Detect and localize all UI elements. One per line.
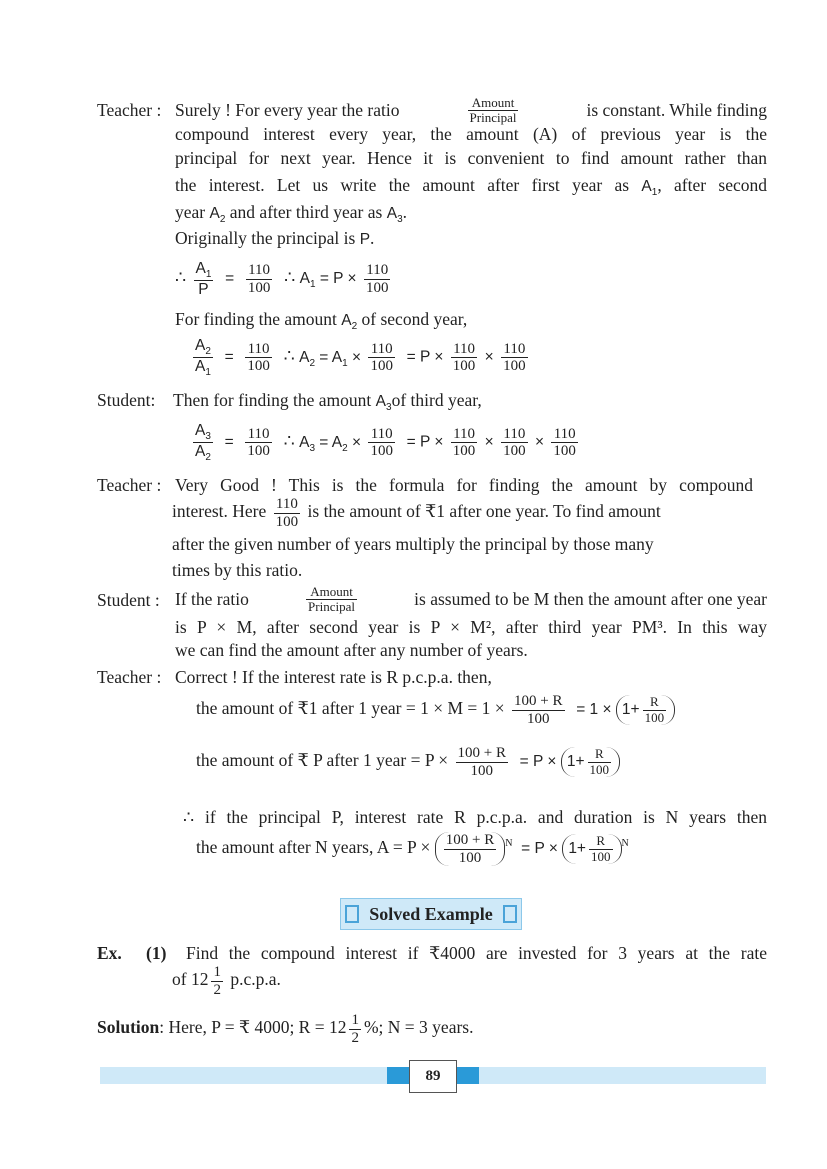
amount-rupee1-formula: the amount of ₹1 after 1 year = 1 × M = 1 × $\frac{100 + R}{100}$ = 1 × 1+ $\frac{R}{100}$	[196, 693, 675, 727]
block1-line4: the interest. Let us write the amount after first year as $A_1$, after second	[175, 175, 767, 199]
ex-line1: Find the compound interest if ₹4000 are invested for 3 years at the rate	[186, 943, 767, 963]
speaker-teacher-2: Teacher :	[97, 475, 162, 495]
page-number: 89	[409, 1060, 457, 1093]
general-statement: ∴ if the principal P, interest rate R p.c.p.a. and duration is N years then	[183, 807, 767, 827]
ex-line2: of 12 $\frac{1}{2}$ p.c.p.a.	[172, 964, 281, 998]
formula-2: $\frac{A_2}{A_1}$ = $\frac{110}{100}$ ∴ $A_2 = A_1$ × $\frac{110}{100}$ = P × $\frac{110}{100}$ × $\frac{110}{100}$	[195, 337, 526, 379]
amount-N-formula: the amount after N years, A = P × $\frac{100 + R}{100}$ $^N$ = P × 1+ $\frac{R}{100}$ $^N$	[196, 832, 629, 866]
block2-line1: Very Good ! This is the formula for finding the amount by compound	[175, 475, 753, 495]
ratio-amount-principal: $\frac{\text{Amount}}{\text{Principal}}$	[469, 95, 517, 126]
block1-line1	[175, 96, 767, 126]
block1-line6: Originally the principal is P.	[175, 228, 375, 248]
block1-line2: compound interest every year, the amount (A) of previous year is the	[175, 124, 767, 144]
text: is constant. While finding	[586, 100, 767, 121]
speaker-student-2: Student :	[97, 590, 160, 610]
ex-number: (1)	[146, 943, 167, 963]
block3-line1: If the ratio $\frac{\text{Amount}}{\text{Principal}}$ is assumed to be M then the amount after one year	[175, 584, 767, 615]
formula-1: ∴ $\frac{A_1}{P}$ = $\frac{110}{100}$ ∴ $A_1 = P$ × $\frac{110}{100}$	[175, 260, 389, 299]
speaker-student-1: Student:	[97, 390, 156, 410]
block3-line2: is P × M, after second year is P × M², after third year PM³. In this way	[175, 617, 767, 637]
ex-label: Ex.	[97, 943, 122, 963]
block4-line1: Correct ! If the interest rate is R p.c.p.a. then,	[175, 667, 492, 687]
ornament-left-icon	[345, 905, 359, 923]
block2-line3: after the given number of years multiply the principal by those many	[172, 534, 654, 554]
block3-line3: we can find the amount after any number of years.	[175, 640, 528, 660]
ornament-right-icon	[503, 905, 517, 923]
solution-line: Solution: Here, P = ₹ 4000; R = 12 $\frac{1}{2}$ %; N = 3 years.	[97, 1012, 474, 1046]
solved-example-heading: Solved Example	[340, 898, 522, 930]
formula-3: $\frac{A_3}{A_2}$ = $\frac{110}{100}$ ∴ $A_3 = A_2$ × $\frac{110}{100}$ = P × $\frac{110}{100}$ × $\frac{110}{100}$ × $\frac{110}{100}$	[195, 422, 576, 464]
block1-line3: principal for next year. Hence it is convenient to find amount rather than	[175, 148, 767, 168]
amount-rupeeP-formula: the amount of ₹ P after 1 year = P × $\frac{100 + R}{100}$ = P × 1+ $\frac{R}{100}$	[196, 745, 620, 779]
speaker-teacher-3: Teacher :	[97, 667, 162, 687]
speaker-teacher-1: Teacher :	[97, 100, 162, 120]
block2-line2: interest. Here $\frac{110}{100}$ is the amount of ₹1 after one year. To find amount	[172, 496, 661, 530]
student-line: Then for finding the amount $A_3of$ third year,	[173, 390, 482, 414]
block2-line4: times by this ratio.	[172, 560, 303, 580]
block1-line5: year $A_2$ and after third year as $A_3$.	[175, 202, 407, 226]
for-second-year: For finding the amount $A_2$ of second year,	[175, 309, 468, 333]
text: Surely ! For every year the ratio	[175, 100, 400, 121]
